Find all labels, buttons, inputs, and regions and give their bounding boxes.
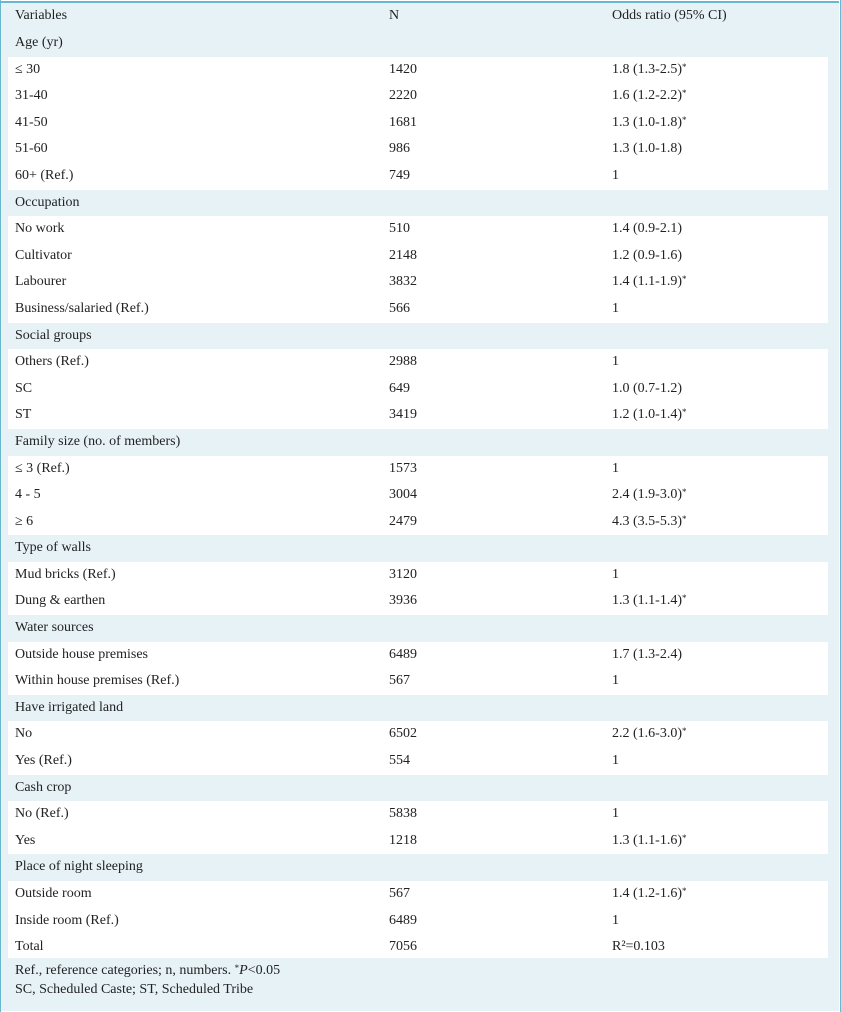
row-n: 7056 <box>389 939 417 955</box>
row-odds-ratio <box>612 83 687 109</box>
footnote-line-1 <box>15 962 280 980</box>
row-odds-ratio <box>612 456 619 482</box>
group-label: Water sources <box>15 620 94 636</box>
odds-ratio-value: 1 <box>612 806 619 822</box>
row-odds-ratio <box>612 216 682 242</box>
row-band <box>1 934 839 961</box>
row-band <box>1 509 839 536</box>
row-n: 5838 <box>389 806 417 822</box>
odds-ratio-table <box>1 1 839 961</box>
row-n: 6489 <box>389 646 417 662</box>
row-odds-ratio <box>612 509 687 535</box>
group-row <box>1 854 839 881</box>
row-label: Cultivator <box>15 247 72 263</box>
group-label: Family size (no. of members) <box>15 433 181 449</box>
row-odds-ratio <box>612 57 687 83</box>
row-n: 3419 <box>389 407 417 423</box>
odds-ratio-value: 1 <box>612 673 619 689</box>
header-n: N <box>389 8 400 23</box>
table-row <box>8 402 828 429</box>
odds-ratio-value: 1.0 (0.7-1.2) <box>612 380 682 396</box>
row-band <box>1 908 839 935</box>
row-n: 986 <box>389 141 410 157</box>
row-label: Outside room <box>15 886 92 901</box>
table-row <box>8 296 828 323</box>
odds-ratio-value: R²=0.103 <box>612 939 665 955</box>
row-n: 1218 <box>389 832 417 848</box>
row-label: Labourer <box>15 274 67 290</box>
row-label: Mud bricks (Ref.) <box>15 566 116 582</box>
row-odds-ratio <box>612 163 619 189</box>
row-band <box>1 748 839 775</box>
row-label: No work <box>15 221 65 237</box>
row-band <box>1 269 839 296</box>
odds-ratio-value: 1.2 (1.0-1.4) <box>612 407 682 423</box>
row-label: Within house premises (Ref.) <box>15 673 180 689</box>
row-band <box>1 588 839 615</box>
row-n: 1681 <box>389 114 417 130</box>
odds-ratio-value: 1.6 (1.2-2.2) <box>612 88 682 104</box>
row-n: 554 <box>389 753 410 769</box>
footnote-line-2: SC, Scheduled Caste; ST, Scheduled Tribe <box>15 982 254 997</box>
group-row <box>1 30 839 57</box>
row-band <box>1 243 839 270</box>
table-row <box>8 588 828 615</box>
row-band <box>1 163 839 190</box>
table-row <box>8 828 828 855</box>
row-label: Yes <box>15 832 36 848</box>
row-label: ≥ 6 <box>15 513 34 529</box>
row-n: 749 <box>389 167 410 183</box>
group-label: Cash crop <box>15 779 72 795</box>
table-row <box>8 509 828 536</box>
table-row <box>8 376 828 403</box>
row-band <box>1 642 839 669</box>
row-n: 3832 <box>389 274 417 290</box>
row-label: 51-60 <box>15 141 48 157</box>
row-label: Outside house premises <box>15 646 148 662</box>
table-row <box>8 482 828 509</box>
row-odds-ratio <box>612 828 687 854</box>
row-n: 2988 <box>389 354 417 370</box>
footnote-p: P <box>239 963 248 978</box>
row-band <box>1 216 839 243</box>
row-n: 3936 <box>389 593 417 609</box>
row-n: 510 <box>389 221 410 237</box>
row-label: 4 - 5 <box>15 487 41 503</box>
row-label: ≤ 30 <box>15 61 41 77</box>
row-odds-ratio <box>612 482 687 508</box>
row-odds-ratio <box>612 881 687 907</box>
group-label: Social groups <box>15 327 92 343</box>
row-odds-ratio <box>612 296 619 322</box>
row-label: Yes (Ref.) <box>15 753 72 769</box>
row-label: 41-50 <box>15 114 48 130</box>
row-band <box>1 562 839 589</box>
row-label: ≤ 3 (Ref.) <box>15 460 70 476</box>
row-n: 1420 <box>389 61 417 77</box>
odds-ratio-value: 1.4 (1.2-1.6) <box>612 886 682 901</box>
odds-ratio-value: 1.2 (0.9-1.6) <box>612 247 682 263</box>
table-header-row <box>1 1 839 30</box>
row-odds-ratio <box>612 642 682 668</box>
row-band <box>1 349 839 376</box>
header-variables: Variables <box>15 8 68 23</box>
odds-ratio-value: 1 <box>612 460 619 476</box>
row-odds-ratio <box>612 934 665 960</box>
footnote-asterisk: * <box>234 963 240 973</box>
row-band <box>1 721 839 748</box>
row-n: 6489 <box>389 912 417 928</box>
table-row <box>8 163 828 190</box>
footnote-threshold: <0.05 <box>247 963 281 978</box>
table-row <box>8 881 828 908</box>
row-band <box>1 136 839 163</box>
significance-marker: * <box>682 274 687 285</box>
row-label: 31-40 <box>15 88 48 104</box>
odds-ratio-value: 1.7 (1.3-2.4) <box>612 646 682 662</box>
row-odds-ratio <box>612 376 682 402</box>
row-label: No (Ref.) <box>15 806 69 822</box>
row-band <box>1 668 839 695</box>
row-odds-ratio <box>612 721 687 747</box>
odds-ratio-value: 1 <box>612 753 619 769</box>
odds-ratio-value: 1 <box>612 566 619 582</box>
significance-marker: * <box>682 513 687 524</box>
odds-ratio-value: 1.3 (1.0-1.8) <box>612 114 682 130</box>
odds-ratio-value: 4.3 (3.5-5.3) <box>612 513 682 529</box>
row-label: Business/salaried (Ref.) <box>15 300 149 316</box>
row-band <box>1 402 839 429</box>
row-band <box>1 57 839 84</box>
odds-ratio-value: 2.2 (1.6-3.0) <box>612 726 682 742</box>
row-odds-ratio <box>612 908 619 934</box>
row-band <box>1 110 839 137</box>
footnote-abbreviations: Ref., reference categories; n, numbers. <box>15 963 235 978</box>
header-odds-ratio: Odds ratio (95% CI) <box>612 8 727 23</box>
significance-marker: * <box>682 832 687 843</box>
table-row <box>8 136 828 163</box>
significance-marker: * <box>682 726 687 737</box>
odds-ratio-value: 1.3 (1.1-1.4) <box>612 593 682 609</box>
odds-ratio-value: 1 <box>612 300 619 316</box>
odds-ratio-value: 1 <box>612 912 619 928</box>
odds-ratio-value: 1.4 (0.9-2.1) <box>612 221 682 237</box>
row-n: 6502 <box>389 726 417 742</box>
row-n: 649 <box>389 380 410 396</box>
odds-ratio-value: 2.4 (1.9-3.0) <box>612 487 682 503</box>
group-row <box>1 695 839 722</box>
table-row <box>8 668 828 695</box>
row-odds-ratio <box>612 243 682 269</box>
significance-marker: * <box>682 114 687 125</box>
table-row <box>8 934 828 961</box>
table-row <box>8 83 828 110</box>
odds-ratio-value: 1.3 (1.0-1.8) <box>612 141 682 157</box>
group-row <box>1 429 839 456</box>
significance-marker: * <box>682 407 687 418</box>
row-odds-ratio <box>612 748 619 774</box>
row-n: 566 <box>389 300 410 316</box>
table-row <box>8 721 828 748</box>
row-band <box>1 376 839 403</box>
table-body <box>1 30 839 961</box>
row-odds-ratio <box>612 110 687 136</box>
row-n: 567 <box>389 673 410 689</box>
table-row <box>8 57 828 84</box>
table-row <box>8 642 828 669</box>
table-row <box>8 908 828 935</box>
row-label: Inside room (Ref.) <box>15 912 119 928</box>
row-odds-ratio <box>612 668 619 694</box>
group-row <box>1 323 839 350</box>
group-row <box>1 775 839 802</box>
table-row <box>8 349 828 376</box>
row-n: 3120 <box>389 566 417 582</box>
row-band <box>1 83 839 110</box>
significance-marker: * <box>682 61 687 72</box>
row-odds-ratio <box>612 801 619 827</box>
group-label: Have irrigated land <box>15 699 124 715</box>
table-row <box>8 243 828 270</box>
row-band <box>1 828 839 855</box>
odds-ratio-value: 1.8 (1.3-2.5) <box>612 61 682 77</box>
significance-marker: * <box>682 886 687 896</box>
row-label: No <box>15 726 33 742</box>
row-label: Others (Ref.) <box>15 354 89 370</box>
significance-marker: * <box>682 487 687 498</box>
significance-marker: * <box>682 88 687 99</box>
table-row <box>8 562 828 589</box>
odds-ratio-value: 1.3 (1.1-1.6) <box>612 832 682 848</box>
row-band <box>1 296 839 323</box>
row-n: 1573 <box>389 460 417 476</box>
group-row <box>1 190 839 217</box>
row-odds-ratio <box>612 402 687 428</box>
row-label: Total <box>15 939 44 955</box>
table-row <box>8 110 828 137</box>
row-label: ST <box>15 407 32 423</box>
table-footnote <box>1 958 839 1011</box>
group-label: Place of night sleeping <box>15 859 143 875</box>
table-row <box>8 801 828 828</box>
table-row <box>8 216 828 243</box>
row-label: 60+ (Ref.) <box>15 167 74 183</box>
row-band <box>1 881 839 908</box>
significance-marker: * <box>682 593 687 604</box>
row-label: SC <box>15 380 33 396</box>
group-label: Type of walls <box>15 540 92 556</box>
odds-ratio-value: 1 <box>612 167 619 183</box>
odds-ratio-value: 1 <box>612 354 619 370</box>
row-n: 2220 <box>389 88 417 104</box>
row-odds-ratio <box>612 562 619 588</box>
row-odds-ratio <box>612 136 682 162</box>
row-n: 2479 <box>389 513 417 529</box>
group-row <box>1 615 839 642</box>
row-band <box>1 801 839 828</box>
row-odds-ratio <box>612 349 619 375</box>
table-row <box>8 269 828 296</box>
row-odds-ratio <box>612 269 687 295</box>
row-n: 567 <box>389 886 410 901</box>
row-odds-ratio <box>612 588 687 614</box>
table-row <box>8 456 828 483</box>
group-row <box>1 535 839 562</box>
row-n: 2148 <box>389 247 417 263</box>
row-band <box>1 482 839 509</box>
row-n: 3004 <box>389 487 417 503</box>
row-label: Dung & earthen <box>15 593 106 609</box>
table-row <box>8 748 828 775</box>
group-label: Age (yr) <box>15 35 63 50</box>
odds-ratio-value: 1.4 (1.1-1.9) <box>612 274 682 290</box>
row-band <box>1 456 839 483</box>
group-label: Occupation <box>15 194 80 210</box>
